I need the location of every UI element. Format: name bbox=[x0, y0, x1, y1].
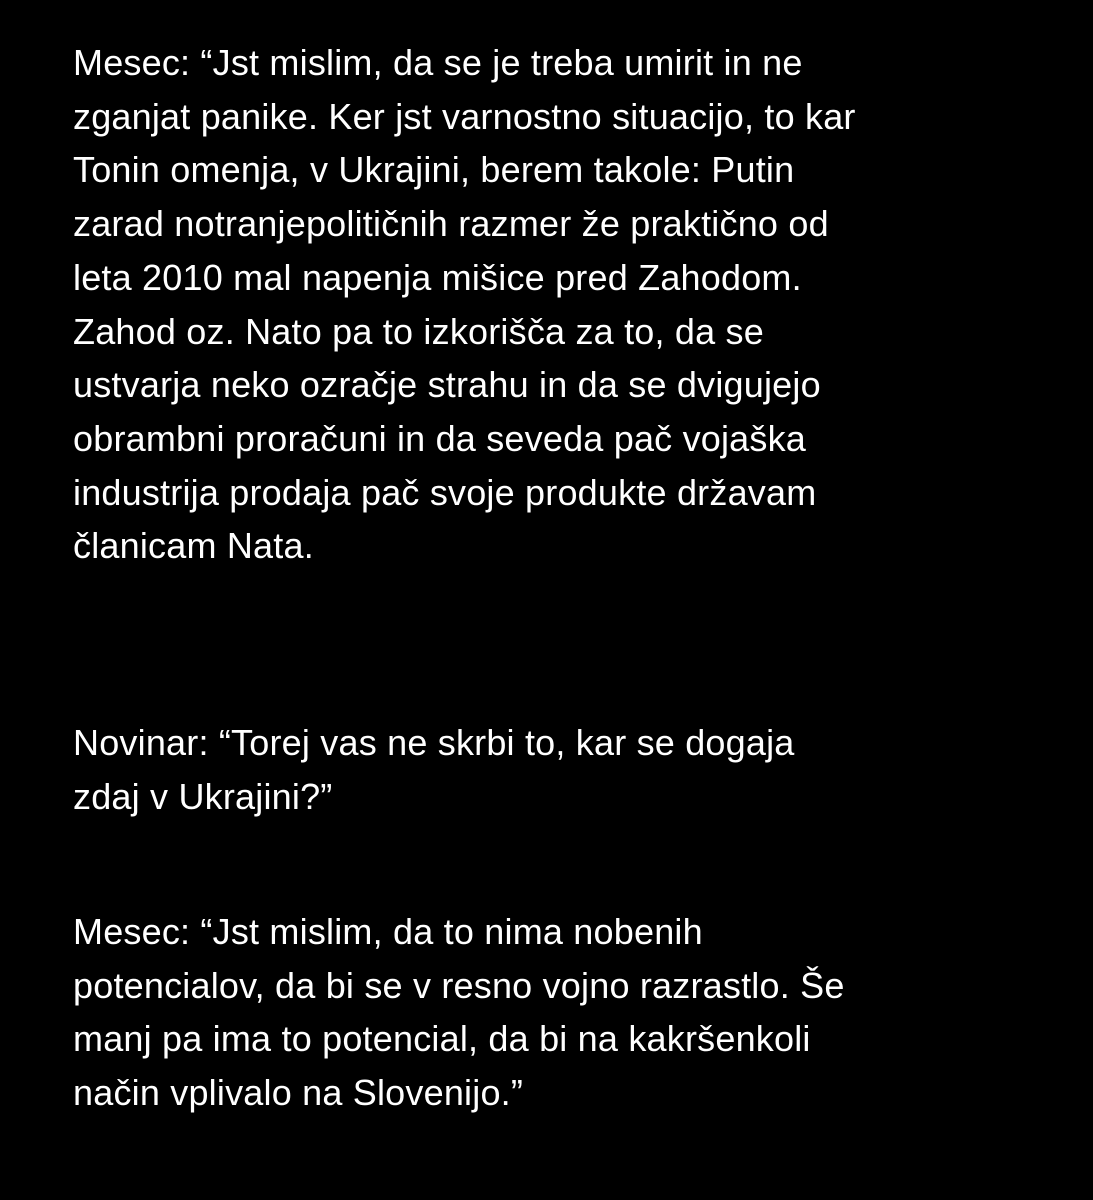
text-line: zganjat panike. Ker jst varnostno situacijo, to kar bbox=[73, 95, 856, 137]
text-line: Mesec: “Jst mislim, da se je treba umirit in ne bbox=[73, 42, 803, 83]
text-line: način vplivalo na Slovenijo.” bbox=[73, 1072, 524, 1114]
text-line: Zahod oz. Nato pa to izkorišča za to, da se bbox=[73, 310, 764, 352]
text-line: obrambni proračuni in da seveda pač vojaška bbox=[73, 417, 807, 459]
text-line: Novinar: “Torej vas ne skrbi to, kar se dogaja bbox=[73, 722, 795, 763]
text-line: Mesec: “Jst mislim, da to nima nobenih bbox=[73, 911, 703, 952]
paragraph-mesec-statement bbox=[73, 36, 1033, 573]
paragraph-novinar-question bbox=[73, 716, 1033, 823]
text-line: zdaj v Ukrajini?” bbox=[73, 775, 333, 817]
text-line: članicam Nata. bbox=[73, 525, 314, 567]
text-line: leta 2010 mal napenja mišice pred Zahodom. bbox=[73, 256, 802, 298]
text-line: manj pa ima to potencial, da bi na kakršenkoli bbox=[73, 1018, 811, 1060]
paragraph-mesec-answer bbox=[73, 905, 1033, 1120]
text-line: Tonin omenja, v Ukrajini, berem takole: Putin bbox=[73, 149, 795, 191]
text-line: industrija prodaja pač svoje produkte državam bbox=[73, 471, 817, 513]
text-line: zarad notranjepolitičnih razmer že praktično od bbox=[73, 203, 829, 245]
text-line: ustvarja neko ozračje strahu in da se dvigujejo bbox=[73, 364, 821, 406]
text-line: potencialov, da bi se v resno vojno razrastlo. Še bbox=[73, 964, 845, 1006]
